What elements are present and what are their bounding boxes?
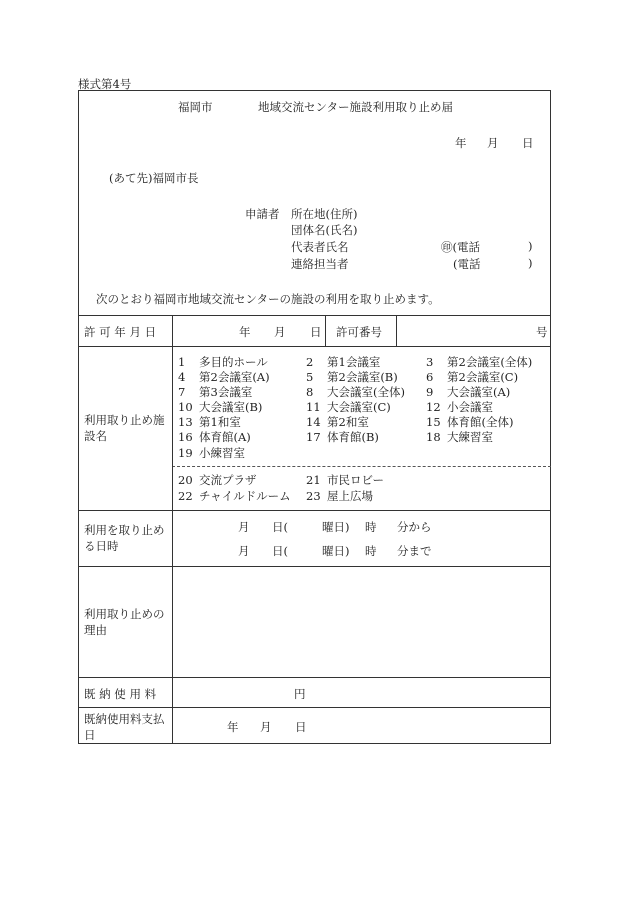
pay-day: 日 <box>295 720 307 734</box>
facility-item: 18 大練習室 <box>426 430 493 444</box>
seal-phone: ㊞(電話 <box>441 240 480 254</box>
datetime-label: 利用を取り止める日時 <box>84 523 165 553</box>
row-divider <box>78 315 551 316</box>
facility-dashed-divider <box>172 466 551 467</box>
applicant-address: 所在地(住所) <box>291 207 358 221</box>
fee-unit: 円 <box>294 687 306 701</box>
facility-item: 2 第1会議室 <box>306 355 381 369</box>
facility-item: 21 市民ロビー <box>306 473 385 487</box>
label-column-divider <box>172 315 173 744</box>
facility-item: 12 小会議室 <box>426 400 493 414</box>
applicant-contact: 連絡担当者 <box>291 257 349 271</box>
dt-month: 月 <box>238 520 250 534</box>
facility-item: 11 大会議室(C) <box>306 400 391 414</box>
dt-weekday: 曜日) <box>322 520 350 534</box>
facility-item: 17 体育館(B) <box>306 430 379 444</box>
facility-item: 6 第2会議室(C) <box>426 370 519 384</box>
permit-date-label: 許 可 年 月 日 <box>84 325 157 339</box>
facility-item: 23 屋上広場 <box>306 489 373 503</box>
dt-weekday: 曜日) <box>322 544 350 558</box>
permit-month: 月 <box>274 325 286 339</box>
dt-month: 月 <box>238 544 250 558</box>
permit-year: 年 <box>239 325 251 339</box>
row-divider <box>78 707 551 708</box>
paydate-label: 既納使用料支払日 <box>84 712 165 742</box>
date-year: 年 <box>455 136 467 150</box>
facility-item: 14 第2和室 <box>306 415 369 429</box>
applicant-label: 申請者 <box>245 207 280 221</box>
reason-label: 利用取り止めの理由 <box>84 607 165 637</box>
dt-from: 分から <box>397 520 432 534</box>
header-city: 福岡市 <box>178 100 213 114</box>
form-number: 様式第4号 <box>78 77 132 91</box>
permit-number-label: 許可番号 <box>336 325 382 339</box>
paren-close: ) <box>528 239 533 253</box>
permit-divider <box>396 315 397 346</box>
facility-item: 4 第2会議室(A) <box>178 370 270 384</box>
dt-day: 日( <box>272 520 288 534</box>
contact-phone: (電話 <box>453 257 481 271</box>
facility-label: 利用取り止め施設名 <box>84 413 165 443</box>
paren-close: ) <box>528 256 533 270</box>
facility-item: 16 体育館(A) <box>178 430 251 444</box>
facility-item: 10 大会議室(B) <box>178 400 263 414</box>
facility-item: 20 交流プラザ <box>178 473 257 487</box>
dt-hour: 時 <box>365 544 377 558</box>
facility-item: 8 大会議室(全体) <box>306 385 405 399</box>
facility-item: 9 大会議室(A) <box>426 385 511 399</box>
form-title: 地域交流センター施設利用取り止め届 <box>258 100 454 114</box>
facility-item: 22 チャイルドルーム <box>178 489 291 503</box>
permit-number-suffix: 号 <box>536 325 548 339</box>
dt-hour: 時 <box>365 520 377 534</box>
facility-item: 13 第1和室 <box>178 415 241 429</box>
applicant-org: 団体名(氏名) <box>291 223 358 237</box>
pay-year: 年 <box>227 720 239 734</box>
row-divider <box>78 510 551 511</box>
facility-item: 19 小練習室 <box>178 446 245 460</box>
dt-until: 分まで <box>397 544 432 558</box>
date-month: 月 <box>487 136 499 150</box>
facility-item: 15 体育館(全体) <box>426 415 514 429</box>
statement: 次のとおり福岡市地域交流センターの施設の利用を取り止めます。 <box>96 292 440 306</box>
permit-day: 日 <box>310 325 322 339</box>
row-divider <box>78 677 551 678</box>
dt-day: 日( <box>272 544 288 558</box>
row-divider <box>78 566 551 567</box>
applicant-rep: 代表者氏名 <box>291 240 349 254</box>
date-day: 日 <box>522 136 534 150</box>
facility-item: 1 多目的ホール <box>178 355 268 369</box>
facility-item: 5 第2会議室(B) <box>306 370 398 384</box>
facility-item: 7 第3会議室 <box>178 385 253 399</box>
row-divider <box>78 346 551 347</box>
permit-divider <box>325 315 326 346</box>
addressee: (あて先)福岡市長 <box>109 171 199 185</box>
pay-month: 月 <box>260 720 272 734</box>
facility-item: 3 第2会議室(全体) <box>426 355 533 369</box>
fee-label: 既 納 使 用 料 <box>84 687 157 701</box>
